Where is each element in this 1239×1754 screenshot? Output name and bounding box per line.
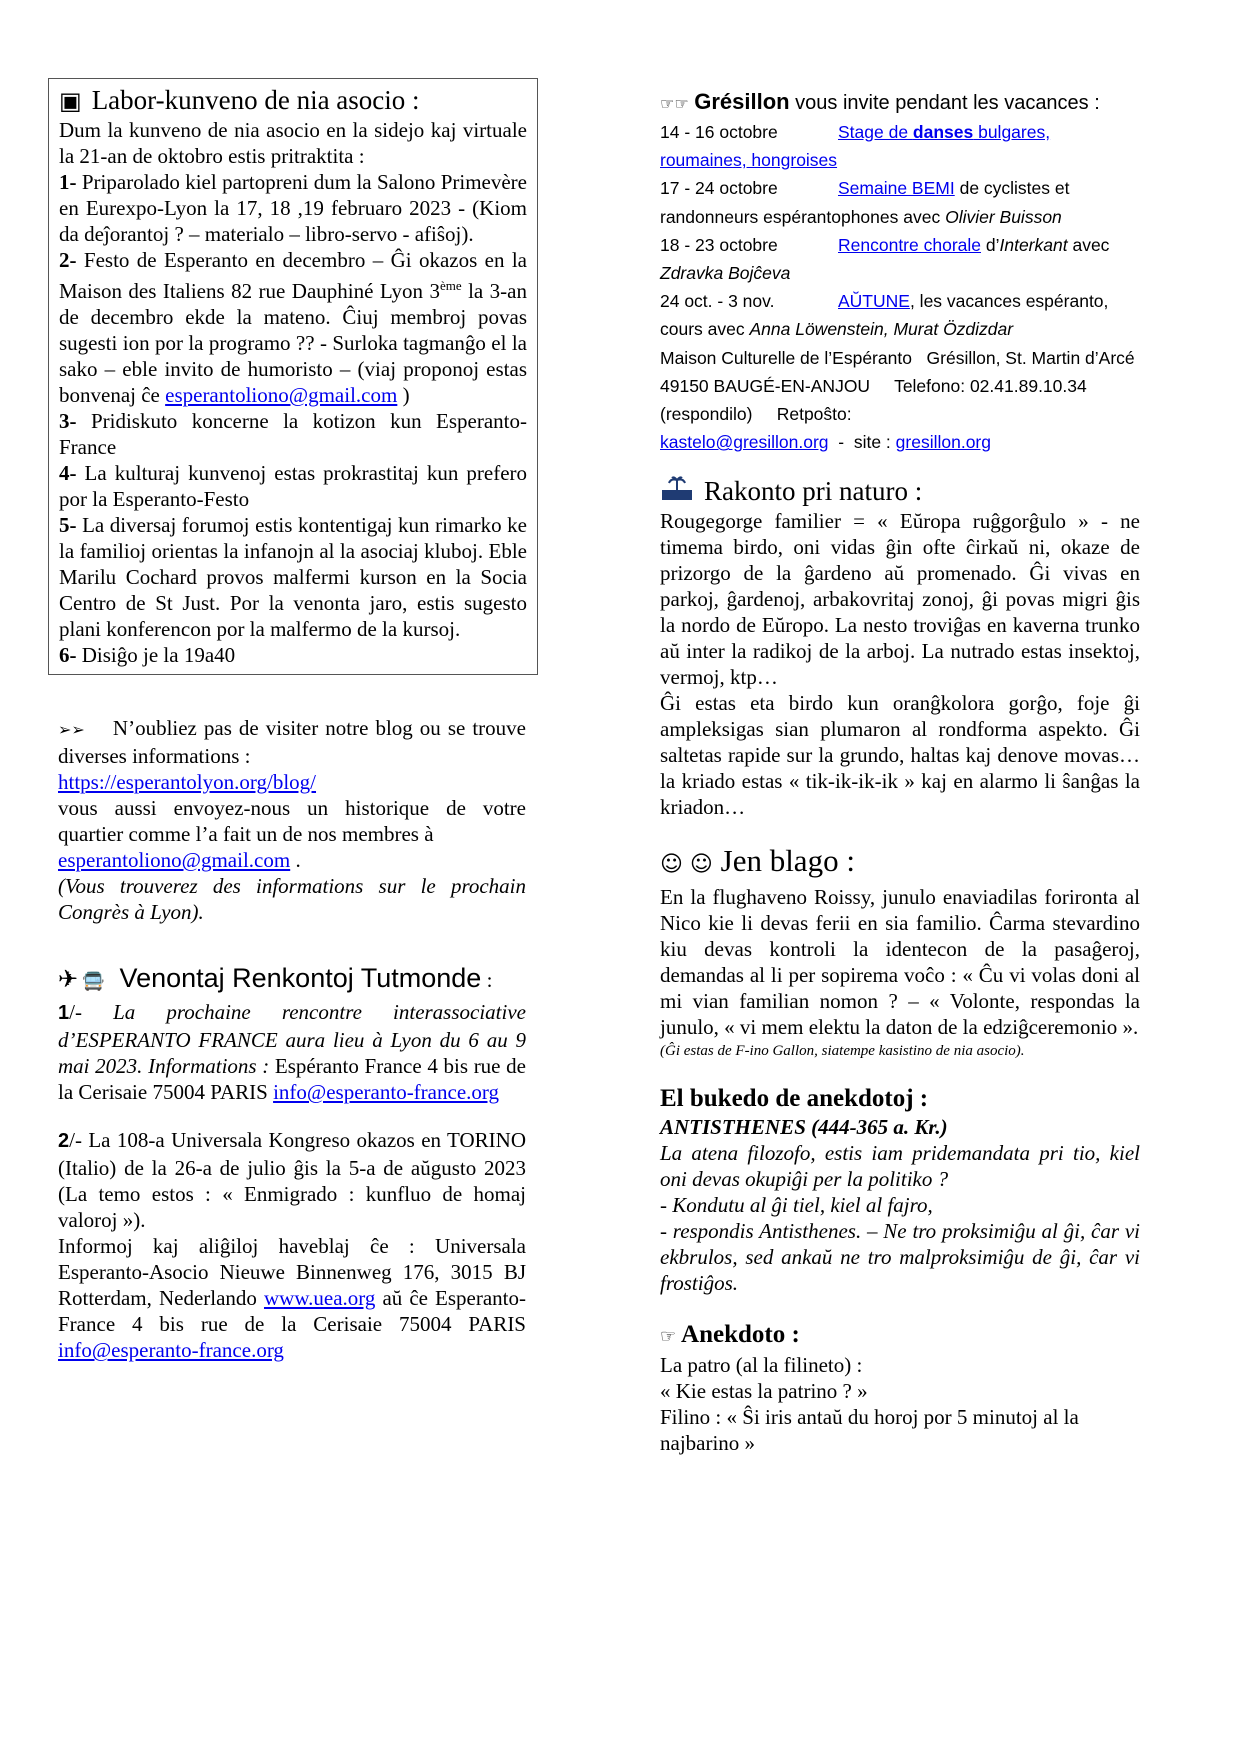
link-text: bulgares, roumaines, hongroises — [660, 122, 1051, 171]
nature-section — [660, 474, 1140, 820]
item-text: Espéranto France 4 bis rue de la Cerisaie 75004 PARIS — [58, 1054, 526, 1105]
gresillon-address — [660, 344, 1155, 457]
event-person: Anna Löwenstein, Murat Özdizdar — [749, 319, 1014, 340]
event-link[interactable]: Semaine BEMI — [838, 178, 955, 199]
link-bold: danses — [912, 122, 974, 142]
email-link[interactable]: info@esperanto-france.org — [58, 1338, 284, 1363]
address-text: Maison Culturelle de l’Espéranto Grésillon, St. Martin d’Arcé 49150 BAUGÉ-EN-ANJOU Telefono: 02.41.89.10.34 (respondilo) Retpoŝto: — [660, 347, 1155, 425]
island-icon — [660, 476, 694, 500]
pointing-hand-icon: ☞ — [660, 1326, 677, 1348]
item-text: Festo de Esperanto en decembro – Ĝi okazos en la Maison des Italiens 82 rue Dauphiné Lyon 3 — [59, 248, 528, 303]
left-column — [58, 85, 528, 1363]
bouquet-section — [660, 1084, 1140, 1296]
gresillon-title — [660, 88, 1140, 118]
event-person: Olivier Buisson — [945, 206, 1062, 227]
item-number: 3- — [59, 409, 77, 433]
events-title-text: Venontaj Renkontoj Tutmonde — [119, 963, 482, 993]
blog-link[interactable]: https://esperantolyon.org/blog/ — [58, 770, 317, 794]
anecdote-section — [660, 1320, 1140, 1456]
event-link[interactable]: AŬTUNE — [838, 291, 910, 312]
item-number: 2- — [59, 248, 77, 272]
event-item-2-info — [58, 1233, 526, 1363]
meeting-item-3 — [59, 408, 527, 460]
anecdote-title-text: Anekdoto : — [681, 1321, 800, 1349]
item-number: 1 — [58, 1002, 70, 1024]
anecdote-line-2: « Kie estas la patrino ? » — [660, 1379, 868, 1404]
item-text: La kulturaj kunvenoj estas prokrastitaj kun prefero por la Esperanto-Festo — [59, 461, 528, 511]
square-target-icon: ▣ — [59, 87, 82, 115]
anecdote-line-3: Filino : « Ŝi iris antaŭ du horoj por 5 minutoj al la najbarino » — [660, 1405, 1079, 1456]
event-date: 17 - 24 octobre — [660, 178, 778, 199]
punctuation: . — [290, 848, 301, 872]
meeting-item-5 — [59, 512, 527, 642]
item-number: 5- — [59, 513, 77, 537]
bus-icon: 🚍 — [82, 971, 105, 992]
item-text: Informoj kaj aliĝiloj haveblaj ĉe : Universala Esperanto-Asocio Nieuwe Binnenweg 176, 3015 BJ Rotterdam, Nederlando — [58, 1234, 526, 1311]
meeting-box — [48, 78, 538, 675]
event-text: avec — [1067, 234, 1110, 255]
gresillon-title-rest: vous invite pendant les vacances : — [789, 92, 1100, 114]
airplane-icon: ✈ — [58, 965, 79, 993]
site-label: - site : — [828, 432, 896, 453]
gresillon-name: Grésillon — [694, 89, 790, 114]
item-number: 4- — [59, 461, 77, 485]
item-text: Disiĝo je la 19a40 — [81, 643, 236, 667]
item-text: Priparolado kiel partopreni dum la Salono Primevère en Eurexpo-Lyon la 17, 18 ,19 februaro 2023 - (Kiom da deĵorantoj ? – materialo – libro-servo - afiŝoj). — [59, 170, 527, 246]
item-text: La 108-a Universala Kongreso okazos en TORINO (Italio) de la 26-a de julio ĝis la 5-a de aŭgusto 2023 (La temo estos : « Enmigrado : kunfluo de homaj valoroj »). — [58, 1128, 526, 1233]
title-suffix: : — [481, 968, 493, 992]
meeting-item-2 — [59, 247, 527, 408]
event-date: 14 - 16 octobre — [660, 122, 778, 142]
item-number: 1- — [59, 170, 77, 194]
gresillon-event-2 — [660, 174, 1140, 230]
meeting-item-6 — [59, 642, 527, 668]
link-text: Stage de — [838, 122, 913, 142]
item-number: 2 — [58, 1130, 70, 1153]
blog-link-line — [58, 769, 526, 795]
smiley-icon: ☺ ☺ — [660, 852, 713, 878]
blog-text-1 — [58, 715, 526, 769]
line-text: - respondis Antisthenes. – Ne tro proksimiĝu al ĝi, ĉar vi ekbrulos, sed ankaŭ ne tro malproksimiĝu de ĝi, ĉar vi frostiĝos. — [660, 1219, 1140, 1296]
line-text: - Kondutu al ĝi tiel, kiel al fajro, — [660, 1193, 933, 1218]
blog-text: N’oubliez pas de visiter notre blog ou se trouve diverses informations : — [58, 716, 526, 768]
email-link[interactable]: esperantoliono@gmail.com — [165, 383, 398, 407]
separator: /- — [69, 1000, 82, 1024]
bouquet-title: El bukedo de anekdotoj : — [660, 1085, 929, 1113]
joke-title-text: Jen blago : — [720, 843, 855, 879]
gresillon-section — [660, 88, 1155, 456]
email-link[interactable]: esperantoliono@gmail.com — [58, 848, 291, 872]
event-text: d’ — [981, 234, 1000, 255]
events-section — [58, 961, 526, 1363]
event-person: Zdravka Bojĉeva — [660, 263, 791, 284]
blog-text: vous aussi envoyez-nous un historique de votre quartier comme l’a fait un de nos membres à — [58, 796, 526, 846]
event-italic: Interkant — [999, 234, 1068, 255]
item-number: 6- — [59, 643, 77, 667]
event-item-1 — [58, 999, 526, 1105]
anecdote-line-1: La patro (al la filineto) : — [660, 1353, 863, 1378]
nature-title-text: Rakonto pri naturo : — [704, 476, 923, 507]
nature-paragraph-2: Ĝi estas eta birdo kun oranĝkolora gorĝo, foje ĝi ampleksigas sian plumaron al rondforma aspekto. Ĝi saltetas rapide sur la grundo, haltas kaj denove movas…la kriado estas « tik-ik-ik-ik » kaj en alarmo li ŝanĝas la kriadon… — [660, 691, 1140, 820]
blog-note — [58, 873, 526, 925]
event-item-2 — [58, 1127, 526, 1233]
bouquet-subtitle — [660, 1114, 1140, 1140]
separator: /- — [69, 1128, 82, 1153]
bouquet-line-1 — [660, 1140, 1140, 1192]
line-text: La atena filozofo, estis iam pridemandata pri tio, kiel oni devas okupiĝi per la politiko ? — [660, 1141, 1140, 1192]
meeting-intro: Dum la kunveno de nia asocio en la sidejo kaj virtuale la 21-an de oktobro estis pritraktita : — [59, 118, 527, 168]
nature-paragraph-1: Rougegorge familier = « Eŭropa ruĝgorĝulo » - ne timema birdo, oni vidas ĝin ofte ĉirkaŭ ni, okaze de prizorgo de la ĝardeno aŭ promenado. Ĝi vivas en parkoj, ĝardenoj, arbakovritaj zonoj, ĝi povas migri ĝis la nordo de Eŭropo. La nesto troviĝas en kaverna trunko aŭ inter la radikoj de la arboj. La nutrado estas insektoj, vermoj, ktp… — [660, 509, 1140, 690]
gresillon-event-1 — [660, 118, 1140, 174]
event-link[interactable]: Rencontre chorale — [838, 234, 981, 255]
events-title — [58, 961, 526, 999]
item-text: ) — [397, 383, 410, 407]
email-link[interactable]: info@esperanto-france.org — [273, 1080, 499, 1105]
nature-title — [660, 474, 1140, 508]
gresillon-event-4 — [660, 287, 1140, 343]
item-text: La diversaj forumoj estis kontentigaj kun rimarko ke la familioj orientas la infanojn al la asociaj kluboj. Eble Marilu Cochard provos malfermi kurson en la Socia Centro de St Just. Por la venonta jaro, estis sugesto plani konferencon por la malfermo de la kursoj. — [59, 513, 528, 641]
bouquet-line-3 — [660, 1218, 1140, 1296]
joke-section — [660, 842, 1140, 1062]
event-date: 24 oct. - 3 nov. — [660, 291, 775, 312]
item-text: la 3-an de decembro ekde la mateno. Ĉiuj membroj povas sugesti ion por la programo ?? - Surloka tagmanĝo el la sako – eble invito de humoristo – (viaj proponoj estas bonvenaj ĉe — [59, 279, 527, 407]
email-link[interactable]: kastelo@gresillon.org — [660, 432, 829, 453]
joke-credit: (Ĝi estas de F-ino Gallon, siatempe kasistino de nia asocio). — [660, 1043, 1025, 1060]
uea-link[interactable]: www.uea.org — [263, 1286, 376, 1311]
blog-text-2 — [58, 795, 526, 873]
gresillon-event-3 — [660, 231, 1140, 287]
event-text: de cyclistes et randonneurs espérantophones avec — [660, 178, 1070, 227]
note-text: (Vous trouverez des informations sur le prochain Congrès à Lyon). — [58, 874, 526, 924]
meeting-item-4 — [59, 460, 527, 512]
superscript: ème — [439, 278, 462, 293]
anecdote-title — [660, 1320, 1140, 1352]
event-date: 18 - 23 octobre — [660, 234, 778, 255]
meeting-item-1 — [59, 169, 527, 247]
item-italic: La prochaine rencontre interassociative d’ESPERANTO FRANCE aura lieu à Lyon du 6 au 9 mai 2023. Informations : — [58, 1000, 526, 1079]
item-text: aŭ ĉe Esperanto-France 4 bis rue de la Cerisaie 75004 PARIS — [58, 1286, 526, 1337]
item-text: Pridiskuto koncerne la kotizon kun Esperanto-France — [59, 409, 527, 459]
bouquet-line-2 — [660, 1192, 1140, 1218]
joke-title — [660, 842, 1140, 884]
event-text: , les vacances espéranto, cours avec — [660, 291, 1109, 340]
blog-section — [58, 715, 526, 925]
site-link[interactable]: gresillon.org — [895, 432, 991, 453]
meeting-title-text: Labor-kunveno de nia asocio : — [91, 85, 420, 115]
meeting-title — [59, 84, 527, 117]
joke-text: En la flughaveno Roissy, junulo enaviadilas forironta al Nico kie li devas ferii en sia familio. Ĉarma stevardino kiu devas kontroli la identecon de la pasaĝeroj, demandas al li per sopirema voĉo : « Ĉu vi volas doni al mi vian familian nomon ? – « Volonte, respondas la junulo, « vi mem elektu la daton de la edziĝceremonio ». — [660, 885, 1140, 1040]
pointing-hand-icon: ☞☞ — [660, 94, 689, 113]
right-column — [660, 88, 1155, 1456]
subtitle-text: ANTISTHENES (444-365 a. Kr.) — [660, 1115, 948, 1140]
double-arrow-icon: ➢➢ — [58, 720, 85, 739]
